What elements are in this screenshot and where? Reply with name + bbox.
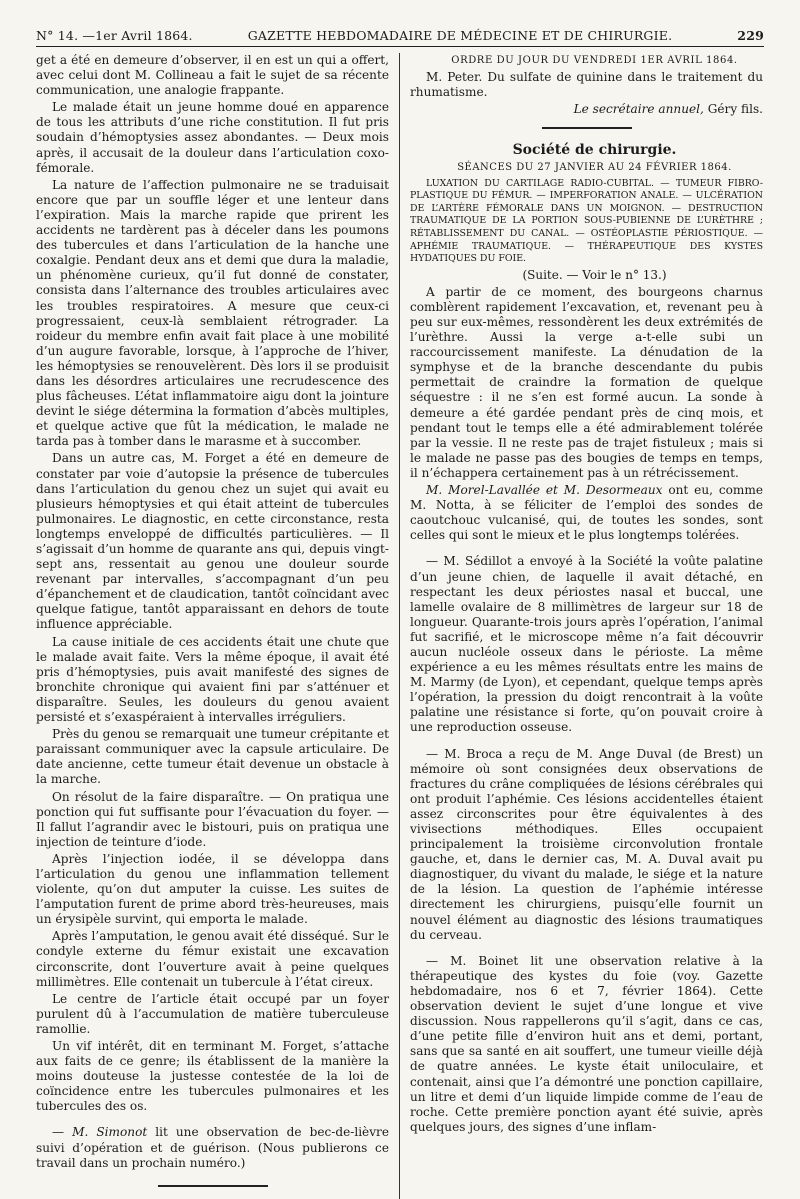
signature — [410, 102, 763, 117]
speaker-name: — M. Sédillot — [426, 554, 512, 569]
paragraph-text: a reçu de M. Ange Duval (de Brest) un mémoire où sont consignées deux observations de fractures du crâne compliquées de lésions cérébrales qui ont produit l’aphémie. Ces lésions accidentelles étaient assez circonscrites pour être équivalentes à des vivisections méthodiques. Elles occupaient principalement la troisième circonvolution frontale gauche, et, dans le dernier cas, M. A. Duval avait pu diagnostiquer, du vivant du malade, le siége et la nature de la lésion. La question de l’aphémie intéresse directement les chirurgiens, puisqu’elle fournit un nouvel élément au diagnostic des lésions traumatiques du cerveau. — [410, 746, 763, 942]
paragraph: A partir de ce moment, des bourgeons charnus comblèrent rapidement l’excavation, et, revenant peu à peu sur eux-mêmes, ressondèrent les deux extrémités de l’urèthre. Aussi la verge a-t-elle subi un raccourcissement manifeste. La dénudation de la symphyse et de la branche descendante du pubis permettait de craindre la formation de quelque séquestre : il ne s’en est formé aucun. La sonde à demeure a été gardée pendant près de cinq mois, et pendant tout le temps elle a été admirablement tolérée par la vessie. Il ne reste pas de trajet fistuleux ; mais si le malade ne passe pas des bougies de temps en temps, il n’échappera certainement pas à un rétrécissement. — [410, 284, 763, 480]
right-column — [399, 53, 763, 1199]
paragraph: La nature de l’affection pulmonaire ne se traduisait encore que par un souffle léger et une lenteur dans l’expiration. Mais la marche rapide que prirent les accidents ne tardèrent pas à déceler dans les poumons des tubercules et dans l’articulation de la hanche une coxalgie. Pendant deux ans et demi que dura la maladie, un phénomène curieux, qu’il fut donné de constater, consista dans l’alternance des troubles articulaires avec les troubles respiratoires. A mesure que ceux-ci progressaient, ceux-là semblaient rétrograder. La roideur du membre enfin avait fait place à une mobilité d’un augure favorable, lorsque, à l’approche de l’hiver, les hémoptysies se renouvelèrent. Dès lors il se produisit dans les désordres articulaires une recrudescence des plus fâcheuses. L’état inflammatoire aigu dont la jointure devint le siége détermina la formation d’abcès multiples, et quelque active que fût la médication, le malade ne tarda pas à tomber dans le marasme et à succomber. — [36, 177, 389, 449]
paragraph: Après l’injection iodée, il se développa dans l’articulation du genou une inflammation tellement violente, qu’on dut amputer la cuisse. Les suites de l’amputation furent de prime abord très-heureuses, mais un érysipèle survint, qui emporta le malade. — [36, 851, 389, 927]
paragraph-text: lit une observation de bec-de-lièvre suivi d’opération et de guérison. (Nous publierons ce travail dans un prochain numéro.) — [36, 1125, 389, 1170]
speaker-name: M. Peter. — [426, 70, 483, 85]
paragraph: get a été en demeure d’observer, il en est un qui a offert, avec celui dont M. Collineau a fait le sujet de sa récente communication, une analogie frappante. — [36, 53, 389, 98]
signature-name: Géry fils. — [707, 102, 763, 117]
paragraph — [410, 554, 763, 735]
paragraph — [410, 954, 763, 1135]
paragraph: On résolut de la faire disparaître. — On pratiqua une ponction qui fut suffisante pour l’évacuation du foyer. — Il fallut l’agrandir avec le bistouri, puis on pratiqua une injection de teinture d’iode. — [36, 789, 389, 849]
paragraph — [410, 483, 763, 543]
speaker-name: M. Morel-Lavallée et M. Desormeaux — [426, 483, 663, 498]
running-header — [36, 28, 764, 47]
speaker-name: — M. Boinet — [426, 953, 519, 968]
section-summary: LUXATION DU CARTILAGE RADIO-CUBITAL. — TUMEUR FIBRO-PLASTIQUE DU FÉMUR. — IMPERFORATION ANALE. — ULCÉRATION DE L’ARTÈRE FÉMORALE DANS UN MOIGNON. — DESTRUCTION TRAUMATIQUE DE LA PORTION SOUS-PUBIENNE DE L’URÈTHRE ; RÉTABLISSEMENT DU CANAL. — OSTÉOPLASTIE PÉRIOSTIQUE. — APHÉMIE TRAUMATIQUE. — THÉRAPEUTIQUE DES KYSTES HYDATIQUES DU FOIE. — [410, 177, 763, 265]
journal-title: GAZETTE HEBDOMADAIRE DE MÉDECINE ET DE CHIRURGIE. — [247, 28, 673, 43]
paragraph-text: lit une observation relative à la thérapeutique des kystes du foie (voy. Gazette hebdomadaire, nos 6 et 7, février 1864). Cette observation devient le sujet d’une longue et vive discussion. Nous rappellerons qu’il s’agit, dans ce cas, d’une petite fille d’environ huit ans et demi, portant, sans que sa santé en ait souffert, une tumeur vieille déjà de quatre années. Le kyste était uniloculaire, et contenait, ainsi que l’a démontré une ponction capillaire, un litre et demi d’un liquide limpide comme de l’eau de roche. Cette première ponction ayant été suivie, après quelques jours, des signes d’une inflam- — [410, 953, 763, 1134]
session-dates: SÉANCES DU 27 JANVIER AU 24 FÉVRIER 1864. — [457, 162, 732, 174]
speaker-name: — M. Broca — [426, 746, 503, 761]
paragraph: La cause initiale de ces accidents était une chute que le malade avait faite. Vers la même époque, il avait été pris d’hémoptysies, puis avait manifesté des signes de bronchite chronique qui avaient fini par s’atténuer et disparaître. Seules, les douleurs du genou avaient persisté et s’exaspéraient à intervalles irréguliers. — [36, 634, 389, 725]
agenda-heading: ORDRE DU JOUR DU VENDREDI 1ER AVRIL 1864. — [451, 55, 738, 66]
paragraph: Après l’amputation, le genou avait été disséqué. Sur le condyle externe du fémur existait une excavation circonscrite, dont l’ouverture avait à peine quelques millimètres. Elle contenait un tubercule à l’état cireux. — [36, 929, 389, 989]
section-divider — [542, 127, 632, 129]
two-column-body — [36, 53, 764, 1199]
section-title: Société de chirurgie. — [512, 142, 677, 159]
paragraph: Le malade était un jeune homme doué en apparence de tous les attributs d’une riche constitution. Il fut pris soudain d’hémoptysies assez abondantes. — Deux mois après, il accusait de la douleur dans l’articulation coxo-fémorale. — [36, 100, 389, 175]
speaker-name: M. Simonot — [72, 1125, 148, 1140]
paragraph: Dans un autre cas, M. Forget a été en demeure de constater par voie d’autopsie la présence de tubercules dans l’articulation du genou chez un sujet qui avait eu plusieurs hémoptysies et qui était atteint de tubercules pulmonaires. Le diagnostic, en cette circonstance, resta longtemps enveloppé de difficultés particulières. — Il s’agissait d’un homme de quarante ans qui, depuis vingt-sept ans, ressentait au genou une douleur sourde revenant par intervalles, s’accompagnant d’un peu d’épanchement et de claudication, tantôt coïncidant avec quelque fatigue, tantôt apparaissant en dehors de toute influence appréciable. — [36, 451, 389, 632]
paragraph-text: ont eu, comme M. Notta, à se féliciter de l’emploi des sondes de caoutchouc vulcanisé, qui, de toutes les sondes, sont celles qui sont le mieux et le plus longtemps tolérées. — [410, 483, 763, 543]
paragraph: Un vif intérêt, dit en terminant M. Forget, s’attache aux faits de ce genre; ils établissent de la manière la moins douteuse la justesse contestée de la loi de coïncidence entre les tubercules pulmonaires et les tubercules des os. — [36, 1039, 389, 1114]
paragraph — [410, 70, 763, 100]
paragraph: Près du genou se remarquait une tumeur crépitante et paraissant communiquer avec la capsule articulaire. De date ancienne, cette tumeur était devenue un obstacle à la marche. — [36, 727, 389, 787]
paragraph-text: a envoyé à la Société la voûte palatine d’un jeune chien, de laquelle il avait détaché, en respectant les deux périostes nasal et buccal, une lamelle ovalaire de 8 millimètres de largeur sur 18 de longueur. Quarante-trois jours après l’opération, l’animal fut sacrifié, et le microscope même n’a fait découvrir aucun nucléole osseux dans le périoste. La même expérience a eu les mêmes résultats entre les mains de M. Marmy (de Lyon), et cependant, quelque temps après l’opération, la pression du doigt rencontrait à la voûte palatine une résistance si forte, qu’on pouvait croire à une reproduction osseuse. — [410, 554, 763, 735]
left-column — [36, 53, 399, 1199]
issue-date: N° 14. —1er Avril 1864. — [36, 28, 193, 43]
paragraph: Le centre de l’article était occupé par un foyer purulent dû à l’accumulation de matière tuberculeuse ramollie. — [36, 991, 389, 1036]
signature-role: Le secrétaire annuel, — [573, 102, 704, 117]
paragraph — [410, 747, 763, 943]
continuation-note: (Suite. — Voir le n° 13.) — [522, 267, 667, 282]
paragraph-text: Du sulfate de quinine dans le traitement du rhumatisme. — [410, 70, 763, 100]
section-divider — [158, 1185, 268, 1187]
page-number: 229 — [737, 28, 764, 43]
paragraph: — M. Simonot lit une observation de bec-de-lièvre suivi d’opération et de guérison. (Nous publierons ce travail dans un prochain numéro.) — [36, 1125, 389, 1170]
